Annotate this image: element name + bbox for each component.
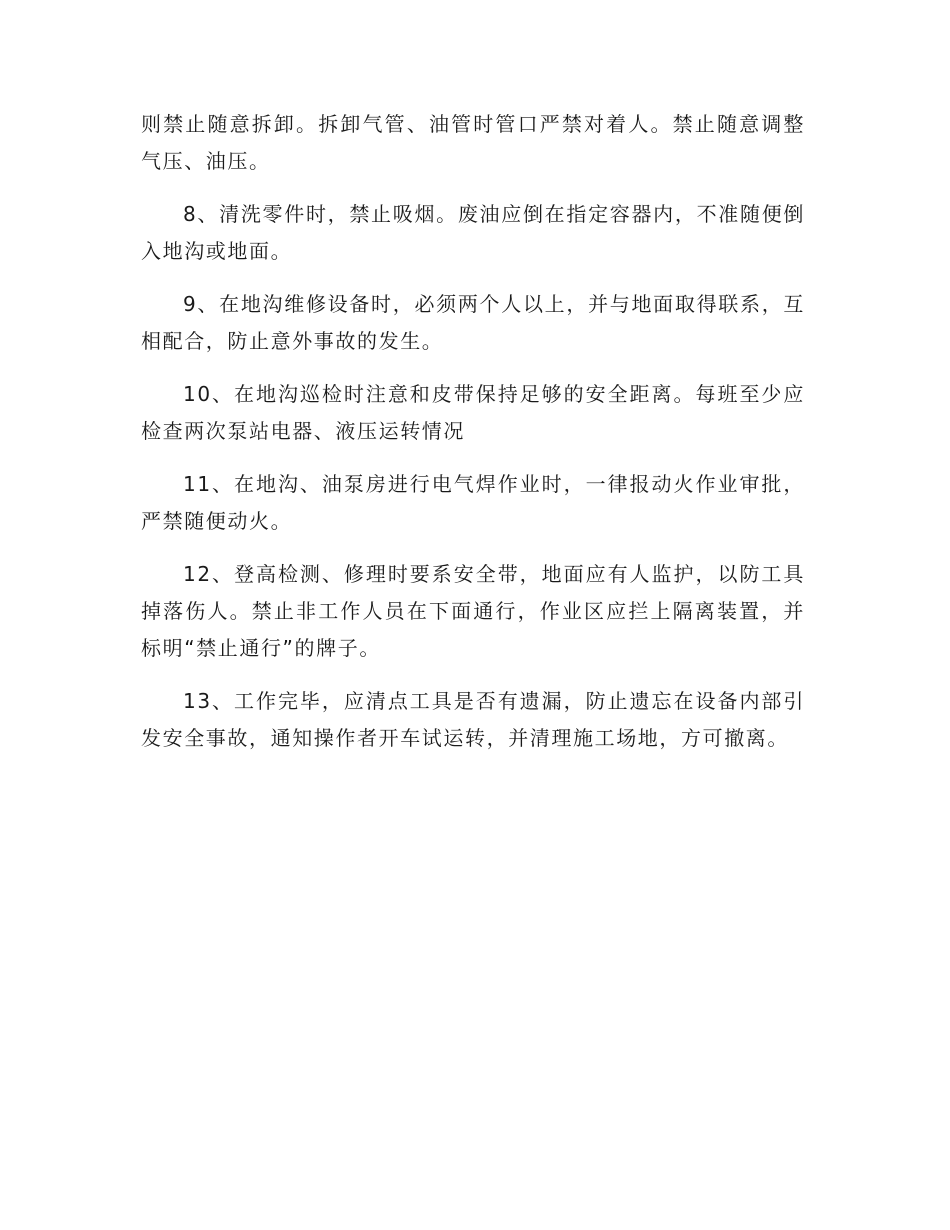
document-body bbox=[141, 106, 805, 773]
paragraph-item-11: 11、在地沟、油泵房进行电气焊作业时，一律报动火作业审批，严禁随便动火。 bbox=[141, 472, 805, 533]
paragraph-item-13: 13、工作完毕，应清点工具是否有遗漏，防止遗忘在设备内部引发安全事故，通知操作者开车试运转，并清理施工场地，方可撤离。 bbox=[141, 689, 805, 750]
paragraph-item-9: 9、在地沟维修设备时，必须两个人以上，并与地面取得联系，互相配合，防止意外事故的发生。 bbox=[141, 292, 805, 353]
paragraph-item-12: 12、登高检测、修理时要系安全带，地面应有人监护，以防工具掉落伤人。禁止非工作人员在下面通行，作业区应拦上隔离装置，并标明“禁止通行”的牌子。 bbox=[141, 562, 805, 660]
paragraph-continuation: 则禁止随意拆卸。拆卸气管、油管时管口严禁对着人。禁止随意调整气压、油压。 bbox=[141, 112, 805, 173]
paragraph-item-8: 8、清洗零件时，禁止吸烟。废油应倒在指定容器内，不准随便倒入地沟或地面。 bbox=[141, 202, 805, 263]
paragraph-item-10: 10、在地沟巡检时注意和皮带保持足够的安全距离。每班至少应检查两次泵站电器、液压运转情况 bbox=[141, 382, 805, 443]
